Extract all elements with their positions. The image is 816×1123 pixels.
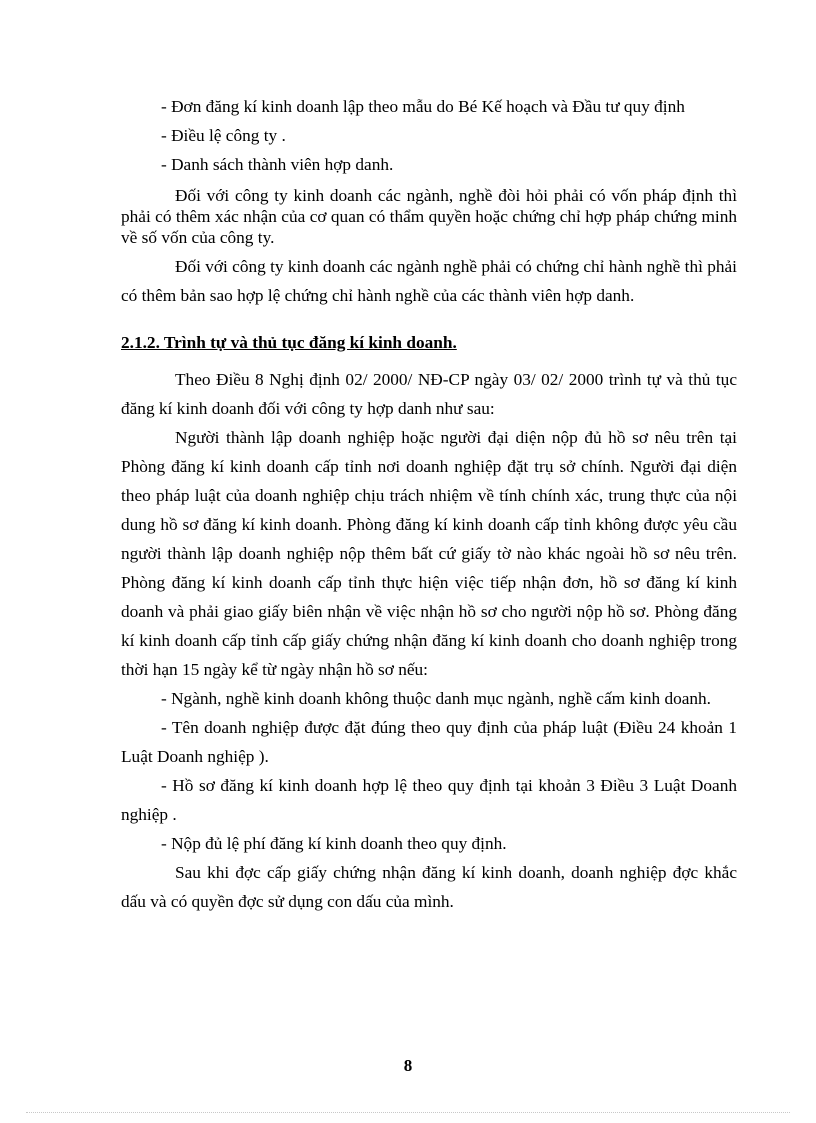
page-body: [121, 92, 737, 916]
paragraph: Sau khi đợc cấp giấy chứng nhận đăng kí kinh doanh, doanh nghiệp đợc khắc dấu và có quyền đợc sử dụng con dấu của mình.: [121, 863, 737, 911]
page-border: [26, 1112, 790, 1113]
paragraph: Theo Điều 8 Nghị định 02/ 2000/ NĐ-CP ngày 03/ 02/ 2000 trình tự và thủ tục đăng kí kinh doanh đối với công ty hợp danh như sau:: [121, 370, 737, 418]
page-number: 8: [403, 1056, 413, 1075]
list-item: - Nộp đủ lệ phí đăng kí kinh doanh theo quy định.: [161, 834, 507, 853]
list-item: - Tên doanh nghiệp được đặt đúng theo quy định của pháp luật (Điều 24 khoản 1 Luật Doanh nghiệp ).: [121, 718, 737, 766]
list-item: - Ngành, nghề kinh doanh không thuộc danh mục ngành, nghề cấm kinh doanh.: [161, 689, 712, 708]
list-item: - Danh sách thành viên hợp danh.: [161, 155, 394, 174]
paragraph: Đối với công ty kinh doanh các ngành nghề phải có chứng chỉ hành nghề thì phải có thêm bản sao hợp lệ chứng chỉ hành nghề của các thành viên hợp danh.: [121, 257, 737, 305]
section-heading: 2.1.2. Trình tự và thủ tục đăng kí kinh doanh.: [121, 333, 457, 352]
paragraph: Người thành lập doanh nghiệp hoặc người đại diện nộp đủ hồ sơ nêu trên tại Phòng đăng kí kinh doanh cấp tỉnh nơi doanh nghiệp đặt trụ sở chính. Người đại diện theo pháp luật của doanh nghiệp chịu trách nhiệm về tính chính xác, trung thực của nội dung hồ sơ đăng kí kinh doanh. Phòng đăng kí kinh doanh cấp tỉnh không được yêu cầu người thành lập doanh nghiệp nộp thêm bất cứ giấy tờ nào khác ngoài hồ sơ nêu trên. Phòng đăng kí kinh doanh cấp tỉnh thực hiện việc tiếp nhận đơn, hồ sơ đăng kí kinh doanh và phải giao giấy biên nhận về việc nhận hồ sơ cho người nộp hồ sơ. Phòng đăng kí kinh doanh cấp tỉnh cấp giấy chứng nhận đăng kí kinh doanh cho doanh nghiệp trong thời hạn 15 ngày kể từ ngày nhận hồ sơ nếu:: [121, 428, 737, 679]
list-item: - Hồ sơ đăng kí kinh doanh hợp lệ theo quy định tại khoản 3 Điều 3 Luật Doanh nghiệp .: [121, 776, 737, 824]
list-item: - Đơn đăng kí kinh doanh lập theo mẫu do Bé Kế hoạch và Đầu tư quy định: [161, 97, 685, 116]
list-item: - Điều lệ công ty .: [161, 126, 286, 145]
paragraph: Đối với công ty kinh doanh các ngành, nghề đòi hỏi phải có vốn pháp định thì phải có thêm xác nhận của cơ quan có thẩm quyền hoặc chứng chỉ hợp pháp chứng minh về số vốn của công ty.: [121, 186, 737, 247]
